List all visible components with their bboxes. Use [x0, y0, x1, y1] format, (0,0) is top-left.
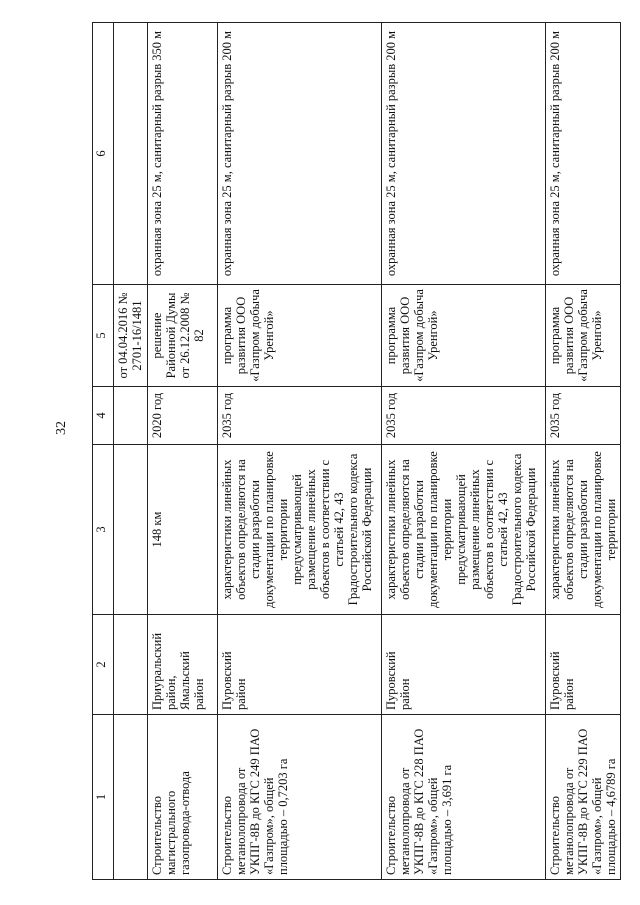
cell-empty	[114, 23, 148, 285]
cell-zone: охранная зона 25 м, санитарный разрыв 200 м	[382, 23, 546, 285]
cell-empty	[114, 715, 148, 880]
cell-empty	[114, 445, 148, 615]
cell-object: Строительство метанолопровода от УКПГ-8В до КГС 228 ПАО «Газпром», общей площадью – 3,691 га	[382, 715, 546, 880]
cell-year: 2035 год	[382, 387, 546, 445]
column-header-2: 2	[93, 615, 114, 715]
cell-characteristics: характеристики линейных объектов определяются на стадии разработки документации по планировке территории предусматривающей размещение линейных объектов в соответствии с статьей 42, 43 Градостроительного кодекса Российской Федерации	[382, 445, 546, 615]
cell-characteristics: 148 км	[148, 445, 218, 615]
cell-district: Пуровский район	[218, 615, 382, 715]
cell-year: 2035 год	[218, 387, 382, 445]
cell-basis: программа развития ООО «Газпром добыча Уренгой»	[218, 285, 382, 387]
cell-empty	[114, 615, 148, 715]
cell-object: Строительство метанолопровода от УКПГ-8В до КГС 249 ПАО «Газпром», общей площадью – 0,7203 га	[218, 715, 382, 880]
cell-district: Пуровский район	[546, 615, 621, 715]
cell-year: 2035 год	[546, 387, 621, 445]
table-row-carryover	[114, 23, 148, 880]
cell-characteristics: характеристики линейных объектов определяются на стадии разработки документации по планировке территории предусматривающей размещение линейных объектов в соответствии с статьей 42, 43 Градостроительного кодекса Российской Федерации	[218, 445, 382, 615]
cell-characteristics: характеристики линейных объектов определяются на стадии разработки документации по планировке территории	[546, 445, 621, 615]
cell-zone: охранная зона 25 м, санитарный разрыв 200 м	[218, 23, 382, 285]
rotated-table-container	[92, 23, 618, 880]
column-header-4: 4	[93, 387, 114, 445]
cell-decision-carryover: от 04.04.2016 № 2701-16/1481	[114, 285, 148, 387]
table-row	[148, 23, 218, 880]
table-rotation-frame	[92, 23, 618, 880]
cell-empty	[114, 387, 148, 445]
column-number-row	[93, 23, 114, 880]
column-header-1: 1	[93, 715, 114, 880]
page-number: 32	[54, 421, 69, 435]
column-header-3: 3	[93, 445, 114, 615]
cell-year: 2020 год	[148, 387, 218, 445]
cell-basis: программа развития ООО «Газпром добыча Уренгой»	[382, 285, 546, 387]
cell-basis: программа развития ООО «Газпром добыча Уренгой»	[546, 285, 621, 387]
cell-district: Пуровский район	[382, 615, 546, 715]
cell-zone: охранная зона 25 м, санитарный разрыв 350 м	[148, 23, 218, 285]
objects-table	[92, 22, 621, 880]
cell-object: Строительство метанолопровода от УКПГ-8В до КГС 229 ПАО «Газпром», общей площадью – 4,6789 га	[546, 715, 621, 880]
cell-zone: охранная зона 25 м, санитарный разрыв 200 м	[546, 23, 621, 285]
column-header-5: 5	[93, 285, 114, 387]
table-row	[218, 23, 382, 880]
cell-district: Приуральский район, Ямальский район	[148, 615, 218, 715]
cell-basis: решение Районной Думы от 26.12.2008 № 82	[148, 285, 218, 387]
table-row	[546, 23, 621, 880]
column-header-6: 6	[93, 23, 114, 285]
table-row	[382, 23, 546, 880]
cell-object: Строительство магистрального газопровода-отвода	[148, 715, 218, 880]
